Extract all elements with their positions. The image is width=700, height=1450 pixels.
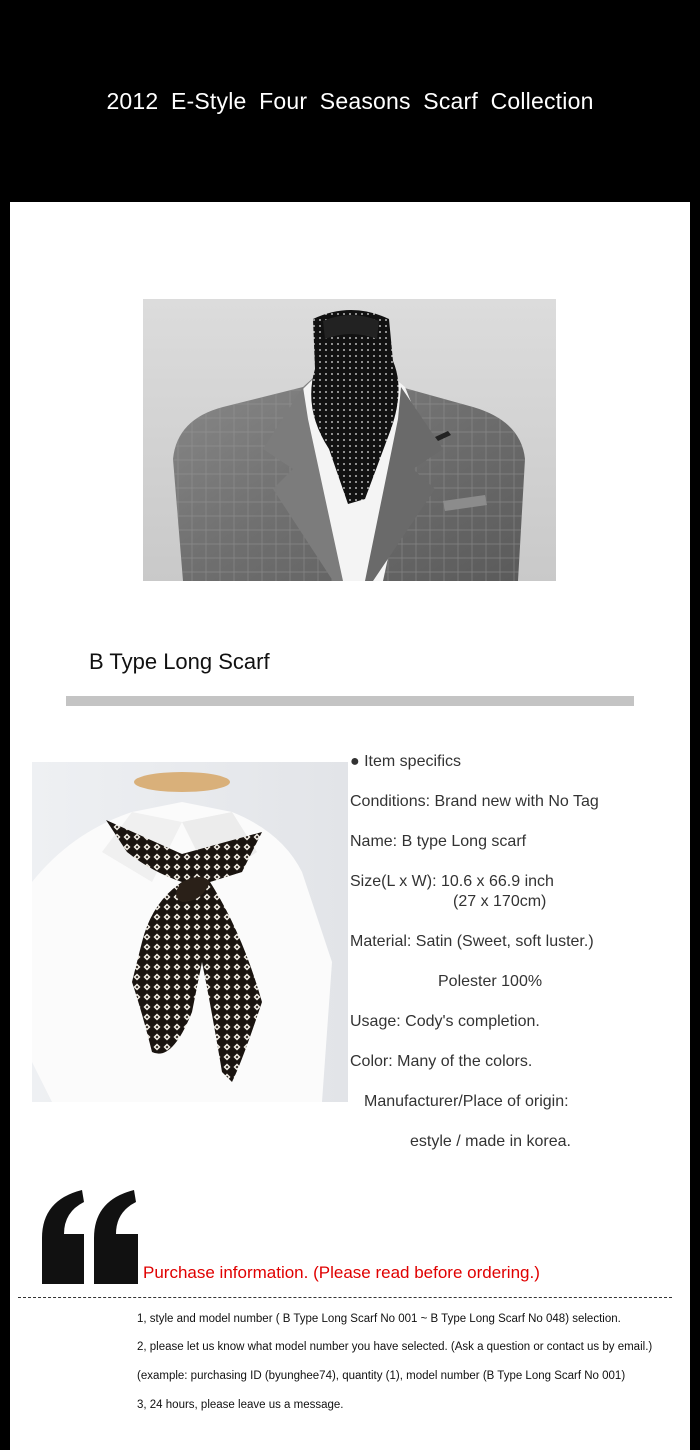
- hero-image-suit-ascot: [143, 299, 556, 581]
- spec-material: Material: Satin (Sweet, soft luster.): [350, 933, 594, 950]
- purchase-info-line-4: 3, 24 hours, please leave us a message.: [137, 1399, 344, 1411]
- purchase-info-line-3: (example: purchasing ID (byunghee74), quantity (1), model number (B Type Long Scarf No 001): [137, 1370, 626, 1382]
- spec-manufacturer-label: Manufacturer/Place of origin:: [364, 1093, 569, 1110]
- spec-conditions: Conditions: Brand new with No Tag: [350, 793, 599, 810]
- product-image-scarf: [32, 762, 348, 1102]
- spec-usage: Usage: Cody's completion.: [350, 1013, 540, 1030]
- page-title: 2012 E-Style Four Seasons Scarf Collection: [106, 88, 594, 114]
- spec-size-cm: (27 x 170cm): [453, 893, 547, 910]
- spec-material-composition: Polester 100%: [438, 973, 543, 990]
- header-bar: [0, 0, 700, 202]
- section-title: B Type Long Scarf: [89, 649, 270, 674]
- spec-manufacturer-value: estyle / made in korea.: [410, 1133, 571, 1150]
- spec-color: Color: Many of the colors.: [350, 1053, 533, 1070]
- specs-heading: ● Item specifics: [350, 753, 462, 770]
- spec-size: Size(L x W): 10.6 x 66.9 inch: [350, 873, 554, 890]
- section-divider: [66, 696, 634, 706]
- purchase-info-line-1: 1, style and model number ( B Type Long Scarf No 001 ~ B Type Long Scarf No 048) selection.: [137, 1313, 621, 1325]
- quote-mark-icon: [38, 1188, 142, 1284]
- purchase-info-line-2: 2, please let us know what model number you have selected. (Ask a question or contact us by email.): [137, 1341, 653, 1353]
- purchase-info-title: Purchase information. (Please read before ordering.): [143, 1263, 540, 1282]
- dashed-divider: [18, 1297, 672, 1298]
- spec-name: Name: B type Long scarf: [350, 833, 527, 850]
